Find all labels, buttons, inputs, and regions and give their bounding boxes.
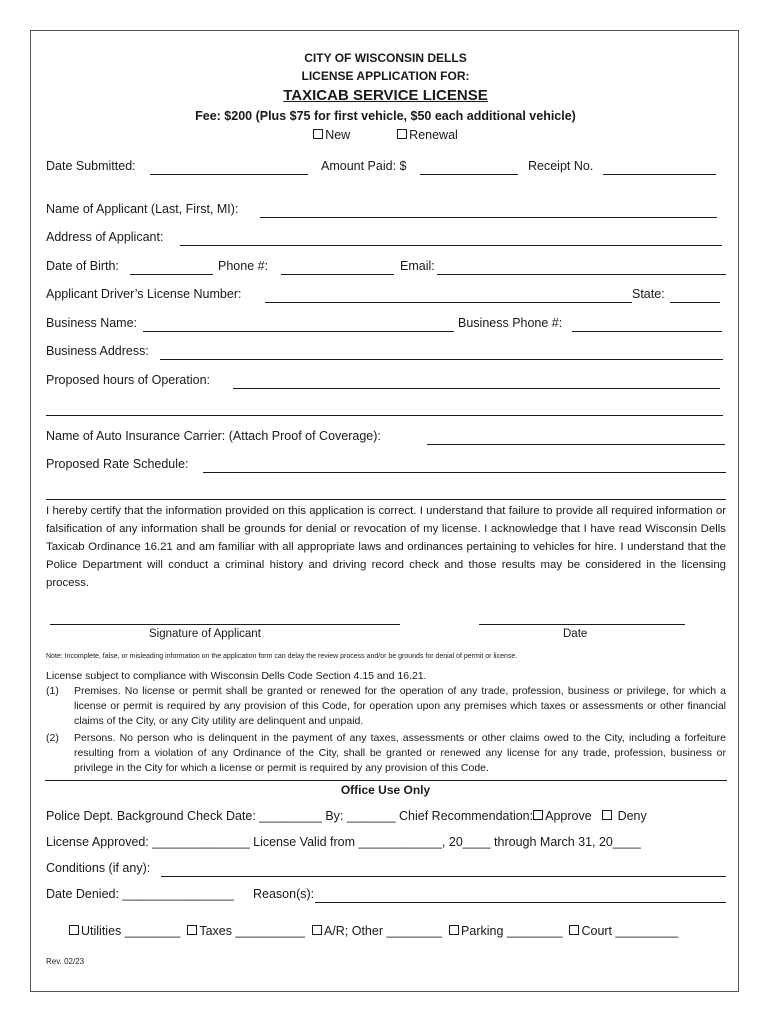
dob-field[interactable] [130,274,213,275]
applicant-name-label: Name of Applicant (Last, First, MI): [46,202,239,216]
compliance-item-number: (1) [46,685,59,697]
license-application-heading: LICENSE APPLICATION FOR: [301,69,470,83]
deny-label: Deny [617,809,647,823]
receipt-label: Receipt No. [528,159,594,173]
new-checkbox[interactable] [313,129,323,139]
parking-checkbox[interactable] [449,925,459,935]
receipt-field[interactable] [603,174,716,175]
applicant-name-field[interactable] [260,217,717,218]
application-form [30,30,739,992]
fee-line: Fee: $200 (Plus $75 for first vehicle, $50 each additional vehicle) [195,109,576,123]
approve-label: Approve [545,809,592,823]
state-label: State: [632,287,665,301]
email-label: Email: [400,259,435,273]
compliance-item-premises: Premises. No license or permit shall be granted or renewed for the operation of any trade, profession, business or privilege, for which a license or permit is required by any provision of this Code, for operation upon any premises which taxes or assessments or other financial claims of the City, or any City utility are delinquent and unpaid. [74,685,726,727]
drivers-license-field[interactable] [265,302,632,303]
certification-statement: I hereby certify that the information provided on this application is correct. I understand that failure to provide all required information or falsification of any information shall be grounds for denial or revocation of my license. I acknowledge that I have read Wisconsin Dells Taxicab Ordinance 16.21 and am familiar with all appropriate laws and ordinances pertaining to vehicles for hire. I understand that the Police Department will conduct a criminal history and driving record check and those results may be considered in the licensing process. [46,505,726,589]
city-heading: CITY OF WISCONSIN DELLS [304,51,467,65]
new-label: New [325,128,351,142]
utilities-checkbox[interactable] [69,925,79,935]
applicant-address-label: Address of Applicant: [46,230,164,244]
business-address-field[interactable] [160,359,723,360]
court-label: Court _________ [581,924,679,938]
hours-field[interactable] [233,388,720,389]
hours-field-continued[interactable] [46,415,723,416]
ar-other-checkbox[interactable] [312,925,322,935]
signature-field[interactable] [50,624,400,625]
rate-schedule-label: Proposed Rate Schedule: [46,457,189,471]
ar-other-label: A/R; Other ________ [323,924,443,938]
signature-label: Signature of Applicant [149,628,261,640]
approve-checkbox[interactable] [533,810,543,820]
revision-label: Rev. 02/23 [46,957,85,966]
taxes-label: Taxes __________ [199,924,305,938]
applicant-address-field[interactable] [180,245,722,246]
utilities-label: Utilities ________ [81,924,181,938]
date-label: Date [563,628,588,640]
dob-label: Date of Birth: [46,259,119,273]
drivers-license-label: Applicant Driver’s License Number: [46,287,242,301]
office-use-divider [45,780,727,781]
amount-paid-label: Amount Paid: $ [321,159,407,173]
parking-label: Parking ________ [461,924,563,938]
compliance-item-number: (2) [46,732,59,744]
business-phone-label: Business Phone #: [458,316,563,330]
reasons-field[interactable] [315,902,726,903]
application-type [31,128,740,142]
office-use-title: Office Use Only [340,783,431,797]
insurance-label: Name of Auto Insurance Carrier: (Attach Proof of Coverage): [46,429,381,443]
business-name-label: Business Name: [46,316,138,330]
email-field[interactable] [437,274,726,275]
court-checkbox[interactable] [569,925,579,935]
conditions-field[interactable] [161,876,726,877]
renewal-checkbox[interactable] [397,129,407,139]
renewal-label: Renewal [409,128,458,142]
rate-schedule-field[interactable] [203,472,726,473]
phone-label: Phone #: [218,259,269,273]
delinquency-checks [69,924,678,938]
insurance-field[interactable] [427,444,725,445]
reasons-label: Reason(s): [253,887,315,901]
compliance-item-persons: Persons. No person who is delinquent in the payment of any taxes, assessments or other claims owed to the City, including a forfeiture resulting from a violation of any Ordinance of the City, shall be granted or renewed any license for any trade, profession, business or privilege in the City for which a license or permit is required by any provision of this Code. [74,732,726,774]
form-note: Note: Incomplete, false, or misleading information on the application form can delay the review process and/or be grounds for denial of permit or license. [46,653,518,660]
signature-date-field[interactable] [479,624,685,625]
amount-paid-field[interactable] [420,174,518,175]
deny-checkbox[interactable] [602,810,612,820]
license-approved-row: License Approved: ______________ License Valid from ____________, 20____ through March 31, 20____ [46,835,641,849]
date-submitted-field[interactable] [150,174,308,175]
taxes-checkbox[interactable] [187,925,197,935]
business-address-label: Business Address: [46,344,149,358]
background-check-row [46,809,647,823]
conditions-label: Conditions (if any): [46,861,151,875]
background-check-label: Police Dept. Background Check Date: _________ By: _______ Chief Recommendation: [46,809,534,823]
date-submitted-label: Date Submitted: [46,159,136,173]
business-name-field[interactable] [143,331,454,332]
compliance-intro: License subject to compliance with Wisconsin Dells Code Section 4.15 and 16.21. [46,670,427,682]
rate-schedule-field-continued[interactable] [46,499,726,500]
phone-field[interactable] [281,274,394,275]
date-denied-label: Date Denied: ________________ [46,887,234,901]
state-field[interactable] [670,302,720,303]
hours-label: Proposed hours of Operation: [46,373,210,387]
form-title: TAXICAB SERVICE LICENSE [283,87,488,104]
business-phone-field[interactable] [572,331,722,332]
